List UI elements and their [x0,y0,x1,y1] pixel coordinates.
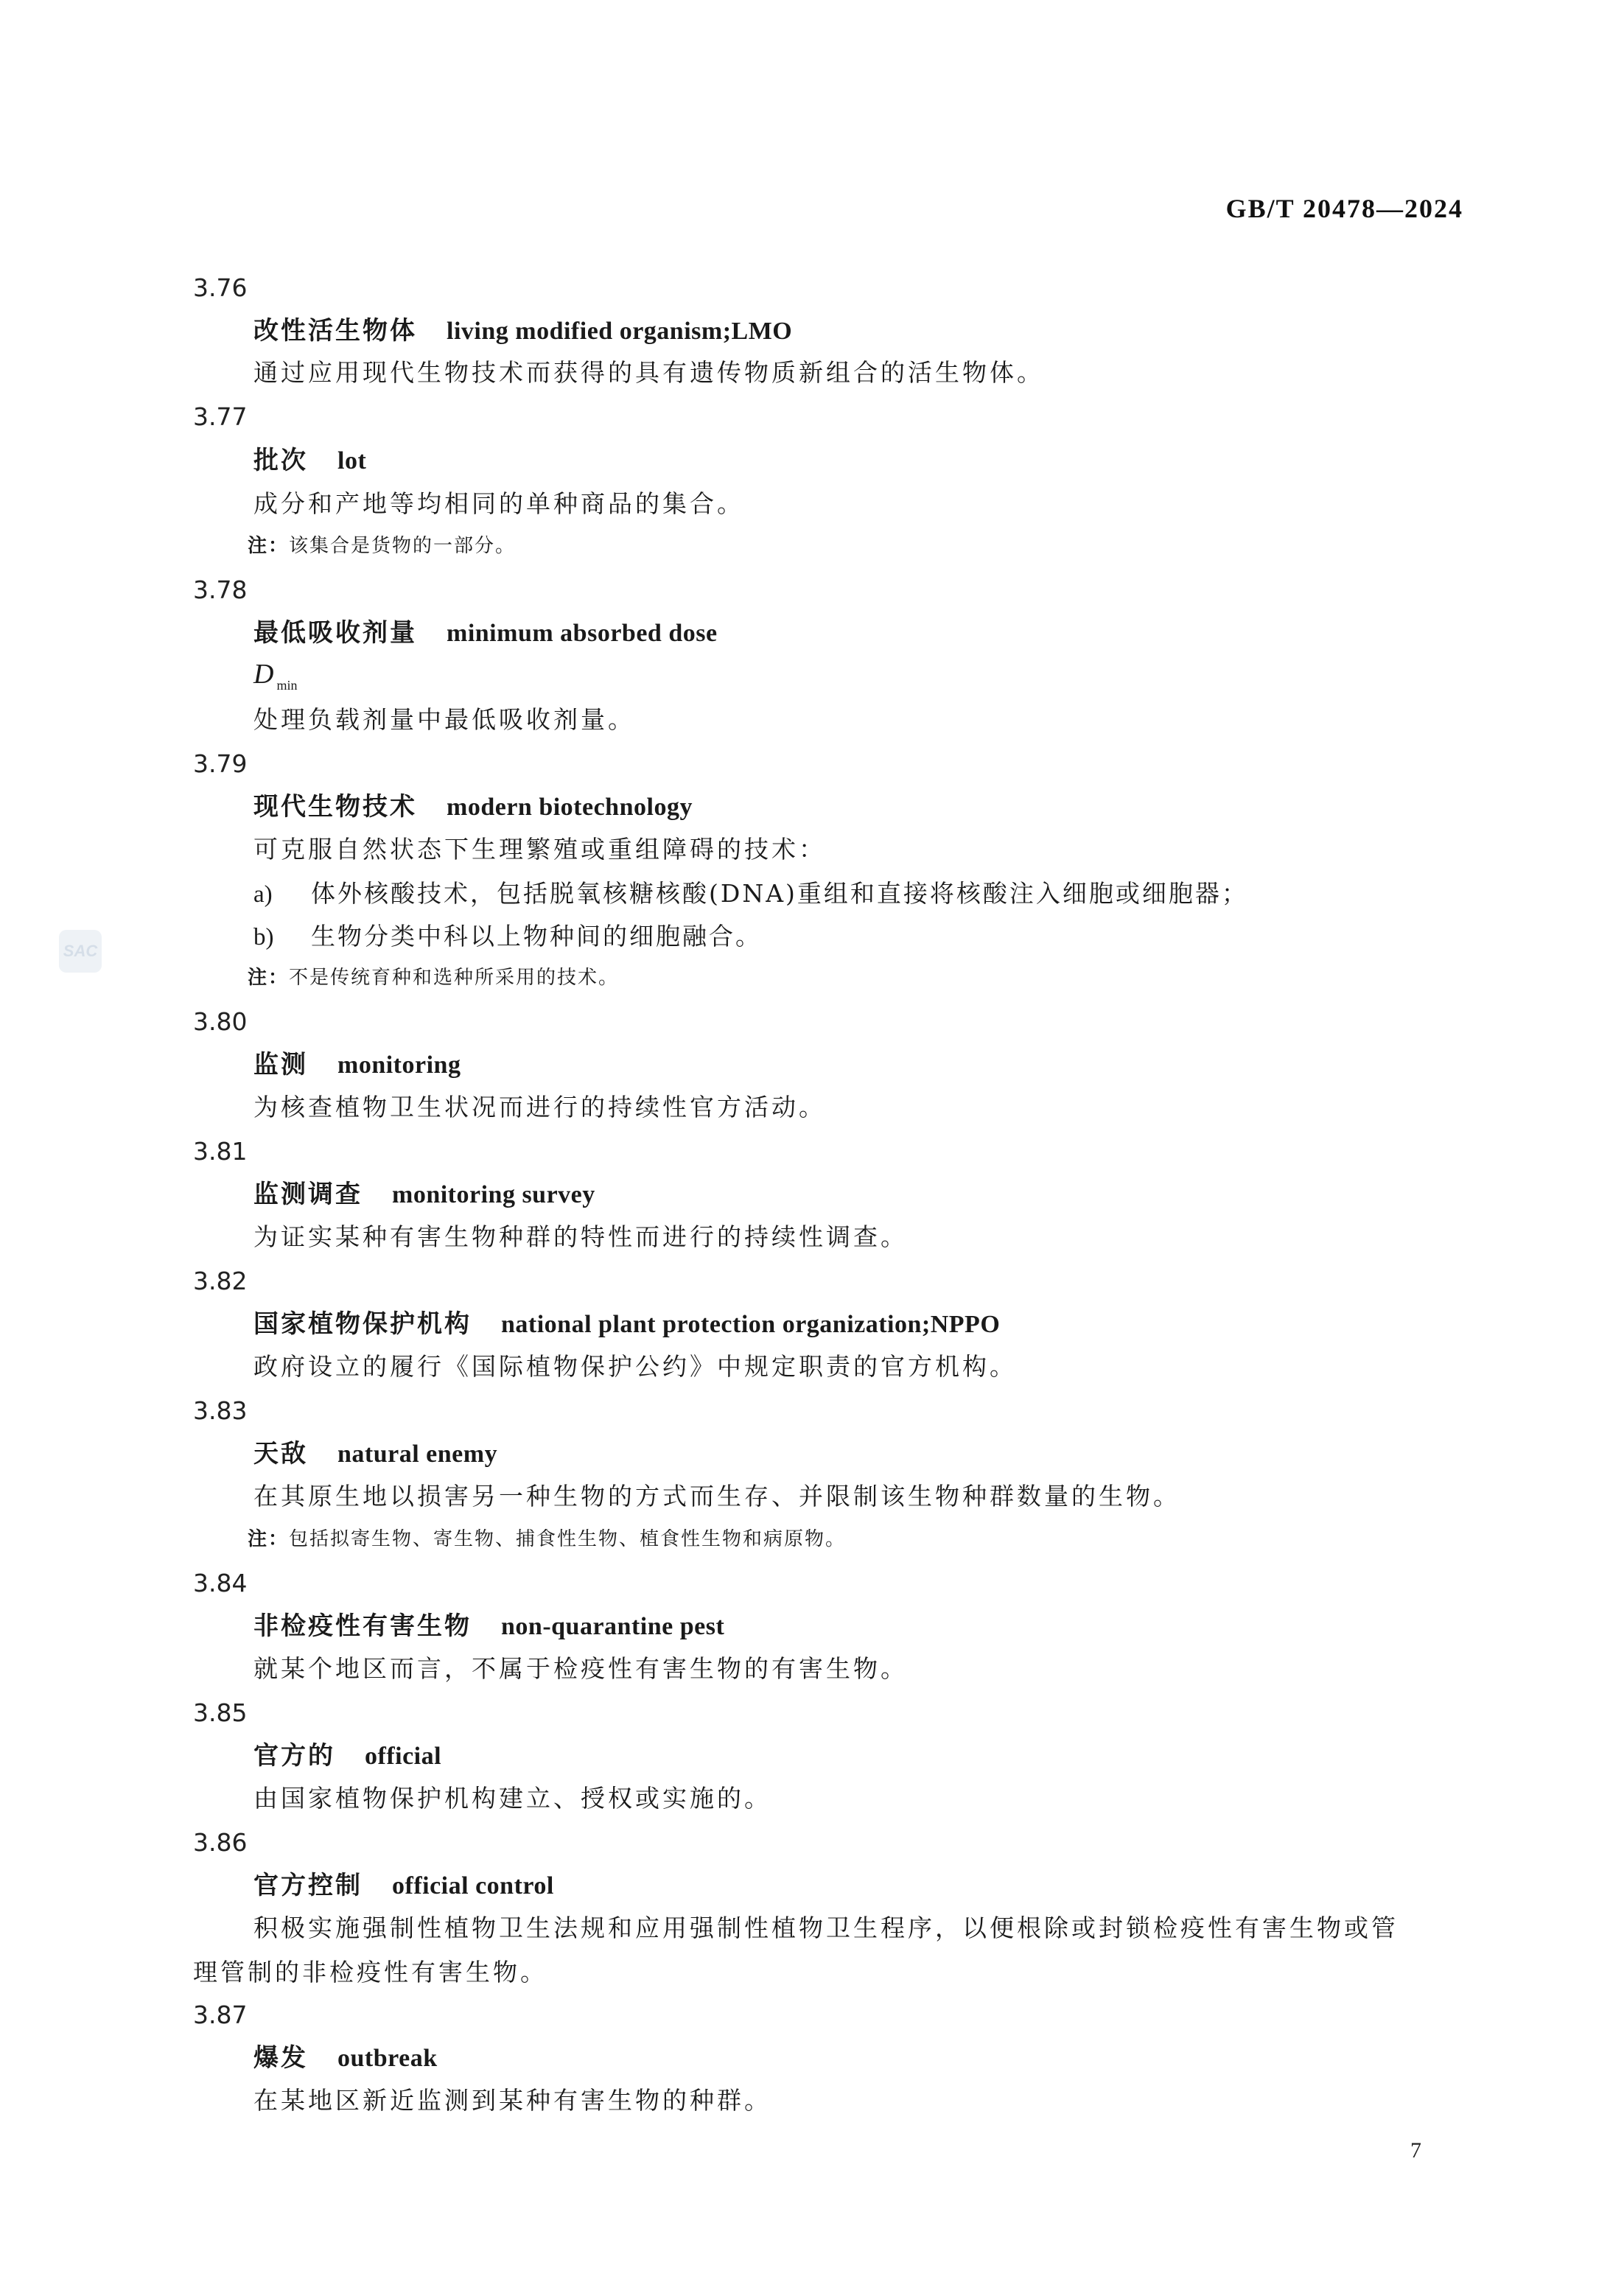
term-en: non-quarantine pest [501,1613,725,1640]
term-en: official [365,1743,442,1770]
symbol-main: D [253,659,274,690]
list-item-text: 体外核酸技术，包括脱氧核糖核酸(DNA)重组和直接将核酸注入细胞或细胞器； [311,879,1248,908]
term-definition: 成分和产地等均相同的单种商品的集合。 [253,489,744,518]
list-item-text: 生物分类中科以上物种间的细胞融合。 [311,922,762,951]
term-heading [253,2045,438,2071]
term-en: lot [337,447,367,475]
term-zh: 国家植物保护机构 [253,1309,472,1339]
term-zh: 爆发 [253,2043,308,2073]
term-symbol [253,660,297,692]
note-label: 注： [248,1528,290,1550]
term-zh: 官方的 [253,1741,335,1771]
term-en: modern biotechnology [447,794,693,821]
symbol-subscript: min [276,677,298,693]
note-text: 该集合是货物的一部分。 [289,535,517,557]
term-zh: 官方控制 [253,1871,363,1900]
term-heading [253,448,366,474]
list-item [253,881,1248,907]
term-en: minimum absorbed dose [447,620,718,647]
term-en: official control [392,1872,554,1900]
list-marker: b) [253,924,274,951]
term-number: 3.86 [193,1828,248,1857]
term-definition: 由国家植物保护机构建立、授权或实施的。 [253,1784,771,1813]
term-zh: 最低吸收剂量 [253,618,417,648]
term-number: 3.84 [193,1569,248,1597]
term-number: 3.82 [193,1267,248,1295]
term-en: living modified organism;LMO [447,318,793,345]
term-heading [253,1873,554,1899]
term-zh: 改性活生物体 [253,316,417,346]
term-definition: 在其原生地以损害另一种生物的方式而生存、并限制该生物种群数量的生物。 [253,1482,1180,1510]
term-heading [253,1611,725,1641]
term-definition: 可克服自然状态下生理繁殖或重组障碍的技术： [253,835,826,864]
term-en: outbreak [337,2045,438,2072]
term-definition: 为核查植物卫生状况而进行的持续性官方活动。 [253,1093,826,1121]
term-definition: 在某地区新近监测到某种有害生物的种群。 [253,2086,771,2115]
term-heading [253,1743,441,1769]
page-number: 7 [1410,2138,1421,2163]
term-number: 3.81 [193,1137,248,1166]
term-en: natural enemy [337,1440,498,1468]
term-heading [253,794,693,820]
header-standard-code: GB/T 20478—2024 [1225,194,1463,223]
list-item [253,924,762,950]
term-definition-continuation: 理管制的非检疫性有害生物。 [193,1958,547,1986]
term-number: 3.78 [193,575,248,604]
term-number: 3.79 [193,749,248,778]
term-en: monitoring survey [392,1181,595,1208]
term-zh: 非检疫性有害生物 [253,1611,472,1641]
term-heading [253,318,792,344]
term-heading [253,620,718,646]
term-number: 3.87 [193,2000,248,2029]
term-en: national plant protection organization;NPPO [501,1311,1001,1338]
term-en: monitoring [337,1051,461,1079]
sac-watermark-logo: SAC [59,930,102,973]
term-number: 3.83 [193,1396,248,1425]
list-marker: a) [253,881,273,908]
term-definition: 政府设立的履行《国际植物保护公约》中规定职责的官方机构。 [253,1352,1017,1381]
term-heading [253,1441,497,1467]
term-definition: 通过应用现代生物技术而获得的具有遗传物质新组合的活生物体。 [253,358,1044,387]
term-note [248,536,516,556]
term-number: 3.76 [193,273,248,302]
term-definition: 就某个地区而言，不属于检疫性有害生物的有害生物。 [253,1654,908,1683]
note-text: 不是传统育种和选种所采用的技术。 [289,967,620,989]
term-definition: 积极实施强制性植物卫生法规和应用强制性植物卫生程序，以便根除或封锁检疫性有害生物或管 [253,1914,1399,1942]
note-label: 注： [248,967,290,989]
term-zh: 监测 [253,1050,308,1079]
term-number: 3.85 [193,1698,248,1727]
term-heading [253,1182,595,1208]
term-number: 3.77 [193,402,248,431]
term-number: 3.80 [193,1007,248,1036]
term-definition: 处理负载剂量中最低吸收剂量。 [253,705,635,734]
term-definition: 为证实某种有害生物种群的特性而进行的持续性调查。 [253,1222,908,1251]
term-zh: 批次 [253,446,308,475]
term-heading [253,1309,1001,1339]
term-zh: 天敌 [253,1439,308,1468]
term-zh: 现代生物技术 [253,792,417,822]
term-heading [253,1052,461,1078]
term-note [248,968,619,987]
note-label: 注： [248,535,290,557]
term-zh: 监测调查 [253,1180,363,1209]
term-note [248,1530,846,1549]
note-text: 包括拟寄生物、寄生物、捕食性生物、植食性生物和病原物。 [289,1528,847,1550]
